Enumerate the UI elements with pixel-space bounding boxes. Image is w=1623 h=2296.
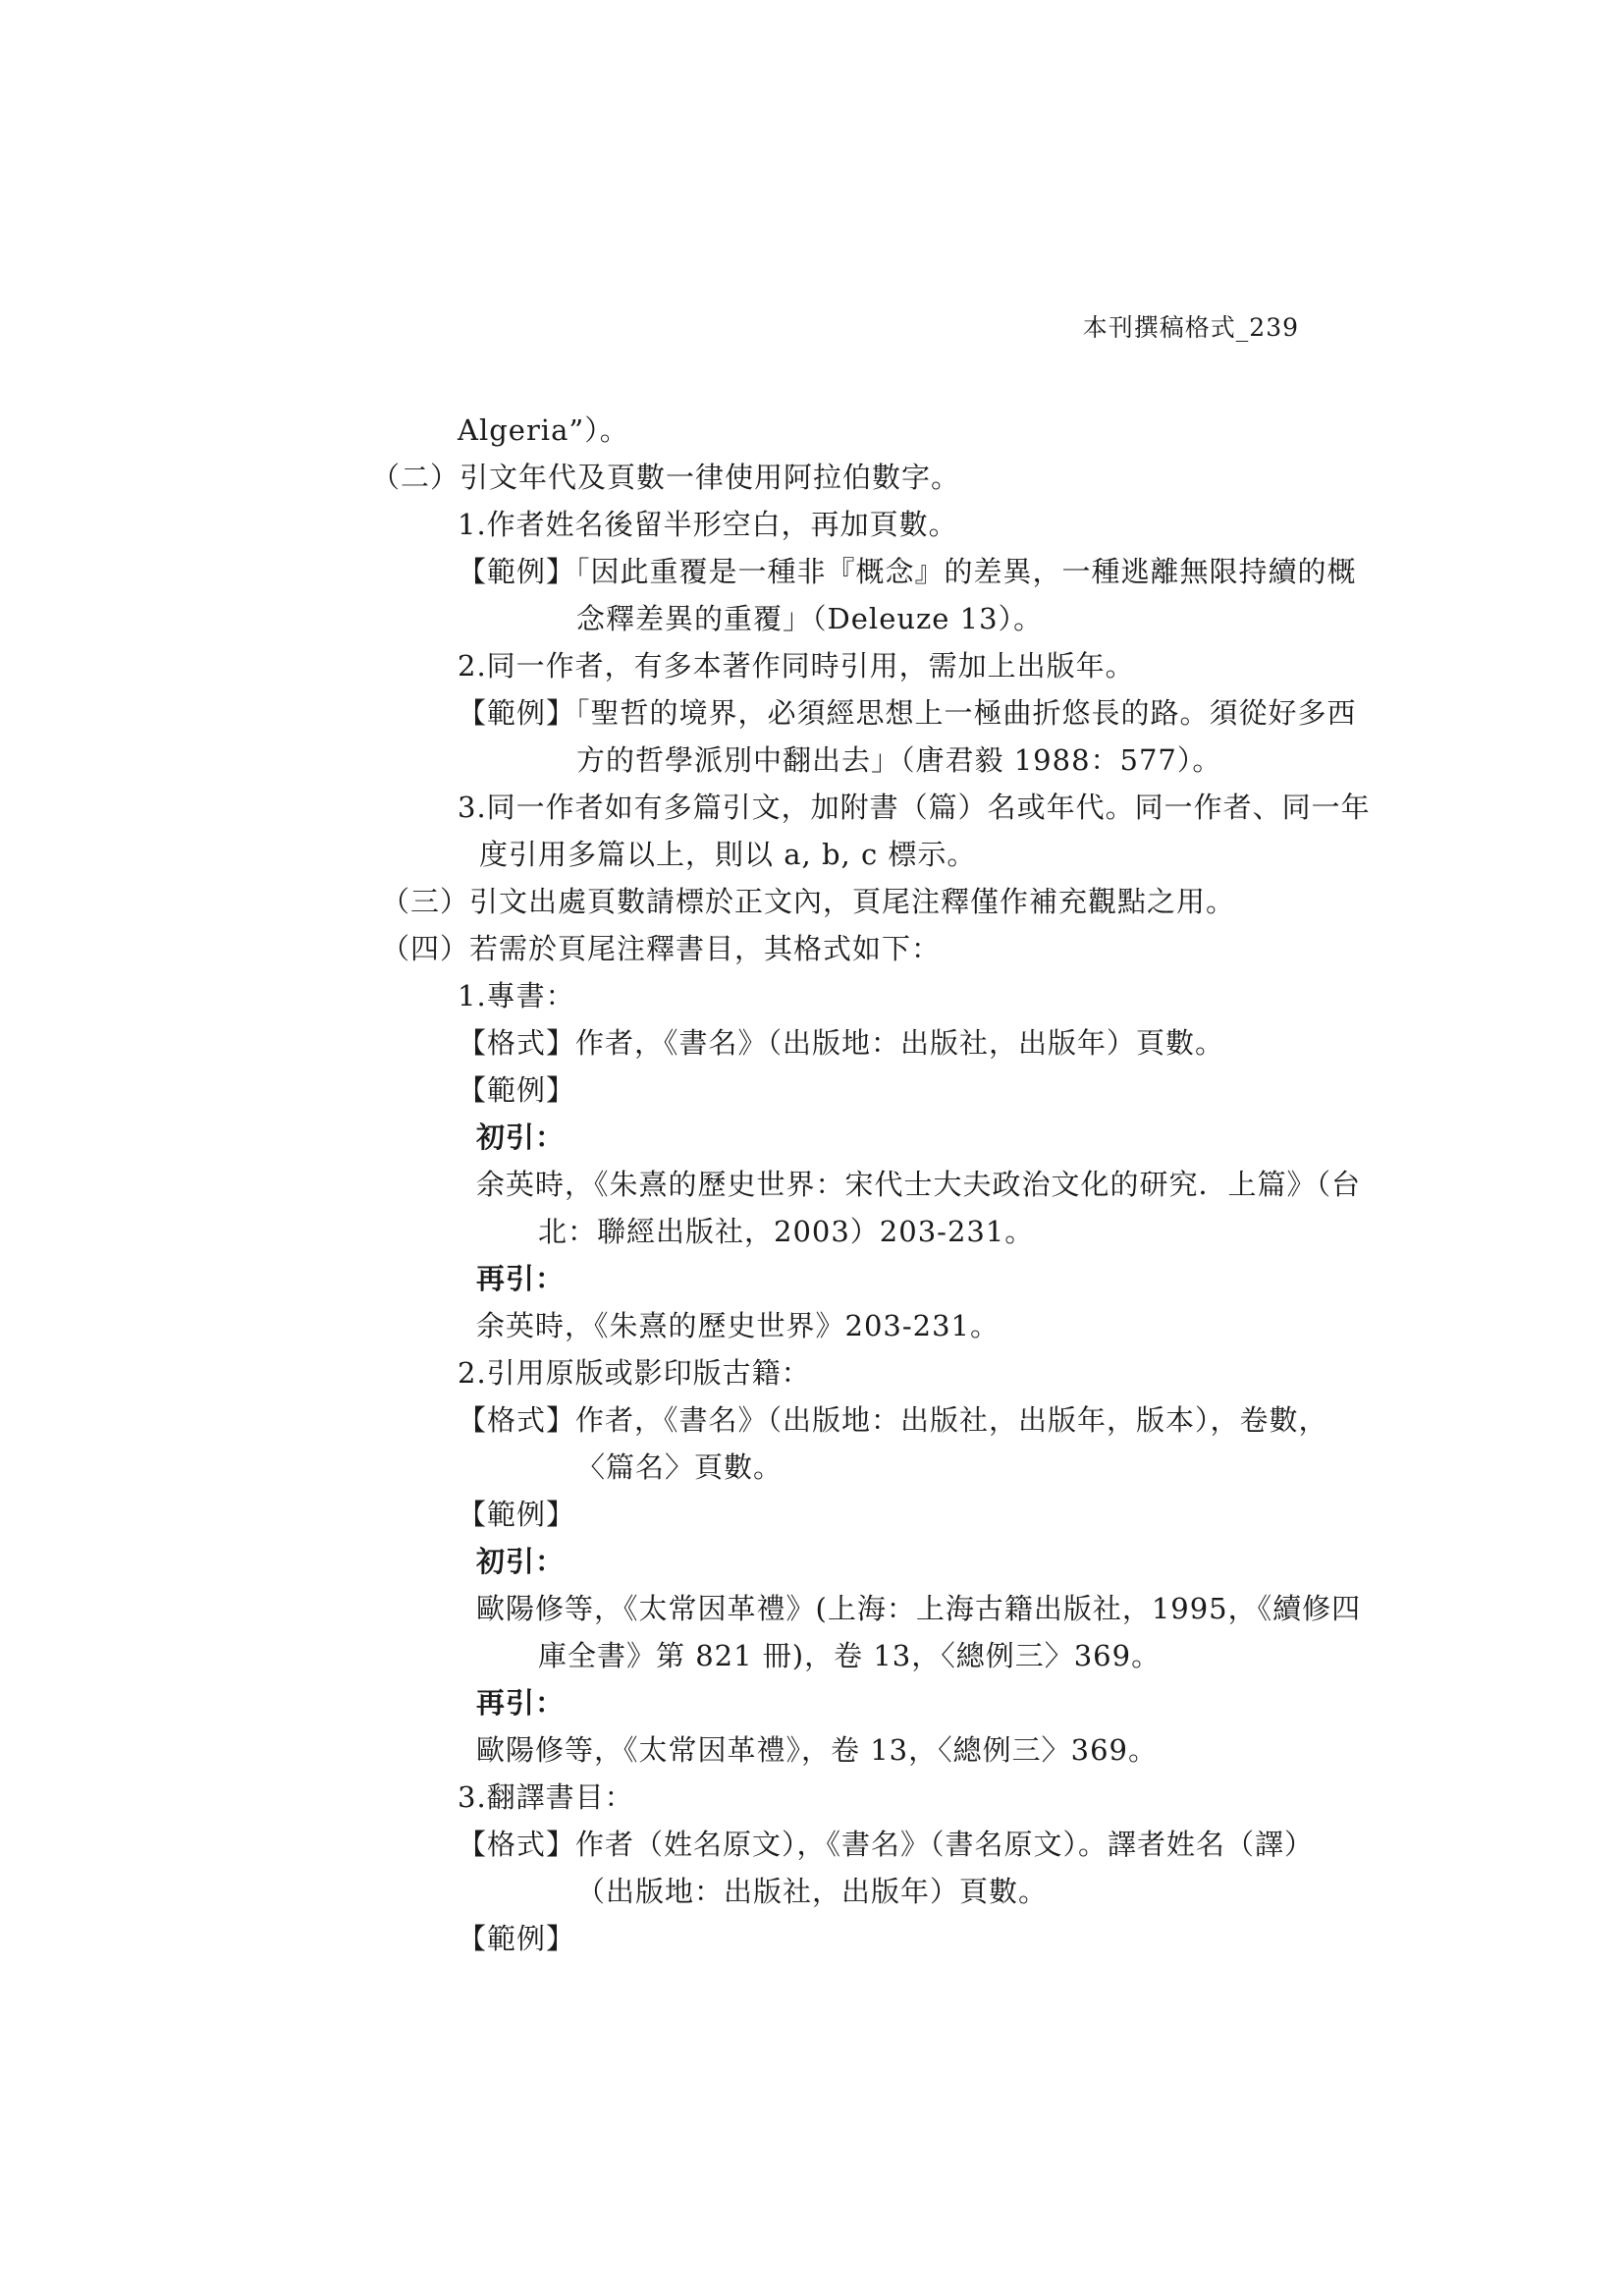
text-line: 3.同一作者如有多篇引文，加附書（篇）名或年代。同一作者、同一年 (458, 791, 1371, 824)
example-line: 【範例】「因此重覆是一種非『概念』的差異，一種逃離無限持續的概 (458, 555, 1357, 588)
example-line: 【範例】「聖哲的境界，必須經思想上一極曲折悠長的路。須從好多西 (458, 696, 1357, 730)
citation-line: 歐陽修等，《太常因革禮》，卷 13，〈總例三〉369。 (476, 1733, 1158, 1767)
first-citation-label: 初引： (476, 1121, 566, 1154)
example-label: 【範例】 (458, 1498, 576, 1531)
format-line: 【格式】作者，《書名》（出版地：出版社，出版年，版本），卷數， (458, 1403, 1328, 1437)
second-citation-label: 再引： (476, 1262, 566, 1295)
format-line: 【格式】作者（姓名原文），《書名》（書名原文）。譯者姓名（譯） (458, 1828, 1315, 1861)
example-label: 【範例】 (458, 1922, 576, 1955)
section-heading: （二）引文年代及頁數一律使用阿拉伯數字。 (371, 461, 961, 494)
example-line: 念釋差異的重覆」（Deleuze 13）。 (576, 602, 1044, 635)
section-heading: （三）引文出處頁數請標於正文內，頁尾注釋僅作補充觀點之用。 (381, 885, 1236, 918)
subsection-heading: 1.專書： (458, 979, 575, 1012)
subsection-heading: 3.翻譯書目： (458, 1780, 634, 1814)
section-heading: （四）若需於頁尾注釋書目，其格式如下： (381, 932, 942, 965)
example-label: 【範例】 (458, 1073, 576, 1107)
citation-line: 北：聯經出版社，2003）203-231。 (538, 1215, 1035, 1248)
citation-line: 余英時，《朱熹的歷史世界：宋代士大夫政治文化的研究．上篇》（台 (476, 1168, 1362, 1201)
running-header: 本刊撰稿格式_239 (1082, 313, 1299, 342)
text-line: 2.同一作者，有多本著作同時引用，需加上出版年。 (458, 649, 1135, 683)
subsection-heading: 2.引用原版或影印版古籍： (458, 1356, 811, 1390)
first-citation-label: 初引： (476, 1545, 566, 1578)
citation-line: 歐陽修等，《太常因革禮》(上海：上海古籍出版社，1995，《續修四 (476, 1592, 1362, 1625)
citation-line: 余英時，《朱熹的歷史世界》203-231。 (476, 1309, 1001, 1342)
format-line: 【格式】作者，《書名》（出版地：出版社，出版年）頁數。 (458, 1026, 1225, 1060)
example-line: 方的哲學派別中翻出去」（唐君毅 1988：577）。 (576, 743, 1222, 777)
format-line: （出版地：出版社，出版年）頁數。 (576, 1875, 1049, 1908)
second-citation-label: 再引： (476, 1686, 566, 1720)
text-line: 度引用多篇以上，則以 a, b, c 標示。 (479, 838, 977, 871)
text-line: 1.作者姓名後留半形空白，再加頁數。 (458, 508, 958, 541)
citation-line: 庫全書》第 821 冊)，卷 13，〈總例三〉369。 (538, 1639, 1162, 1672)
text-line: Algeria”）。 (458, 413, 629, 447)
format-line: 〈篇名〉頁數。 (576, 1450, 784, 1484)
